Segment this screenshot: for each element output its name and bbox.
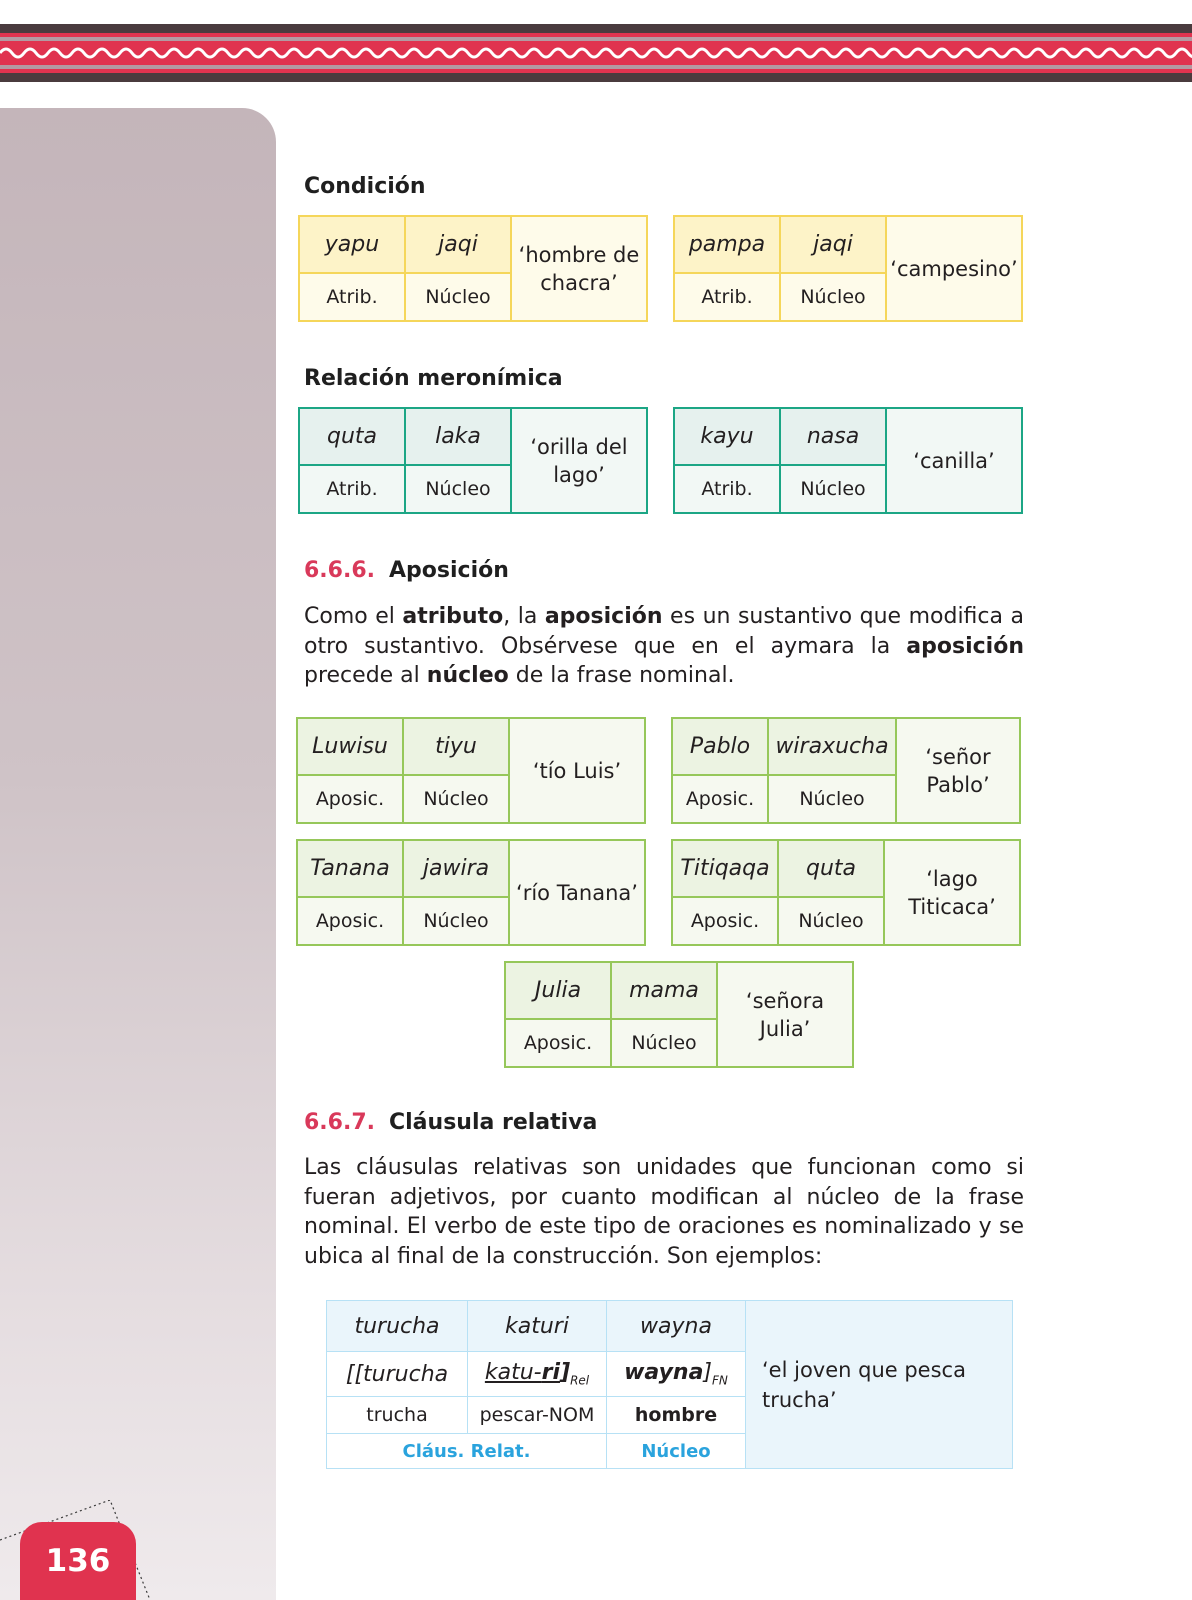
table-meronimica-1 (298, 407, 648, 514)
gloss-3: hombre (607, 1397, 746, 1434)
bracket-word-2 (468, 1352, 607, 1397)
translation: ‘señora Julia’ (717, 962, 853, 1067)
gloss-1: trucha (327, 1397, 468, 1434)
word-nucleus: jawira (403, 840, 509, 897)
translation: ‘orilla del lago’ (511, 408, 647, 513)
heading-aposicion (304, 558, 509, 583)
nucleus-word: wayna (624, 1360, 704, 1386)
gloss-nucleus: Núcleo (611, 1019, 717, 1067)
gloss-2: pescar-NOM (468, 1397, 607, 1434)
word-nucleus: mama (611, 962, 717, 1019)
table-aposicion-2 (671, 717, 1021, 824)
word-attribute: kayu (674, 408, 780, 465)
gloss-apposition: Aposic. (297, 775, 403, 823)
bold-term: aposición (906, 633, 1024, 659)
word-nucleus: tiyu (403, 718, 509, 775)
verb-suffix: ri (541, 1360, 560, 1386)
word-nucleus: jaqi (780, 216, 886, 273)
word-3: wayna (607, 1301, 746, 1352)
subscript-fn: FN (712, 1373, 728, 1388)
paragraph-clausula-relativa: Las cláusulas relativas son unidades que funcionan como si fueran adjetivos, por cuanto modifican al núcleo de la frase nominal. El verbo de este tipo de oraciones es nominalizado y se ubica al final de la construcción. Son ejemplos: (304, 1155, 1024, 1269)
word-apposition: Tanana (297, 840, 403, 897)
bold-term: atributo (402, 604, 504, 629)
table-aposicion-3 (296, 839, 646, 946)
table-condicion-2 (673, 215, 1023, 322)
text-run: de la frase nominal. (508, 663, 735, 688)
word-nucleus: jaqi (405, 216, 511, 273)
word-nucleus: quta (778, 840, 884, 897)
heading-condicion: Condición (304, 174, 426, 199)
decorative-band (0, 22, 1192, 84)
label-relative-clause: Cláus. Relat. (327, 1434, 607, 1469)
section-title: Cláusula relativa (389, 1110, 598, 1135)
text-run: Como el (304, 604, 403, 629)
section-title: Aposición (389, 558, 509, 583)
bracket-word-3 (607, 1352, 746, 1397)
bold-term: aposición (544, 604, 663, 629)
subscript-rel: Rel (570, 1373, 590, 1388)
gloss-apposition: Aposic. (672, 775, 768, 823)
gloss-nucleus: Núcleo (780, 465, 886, 513)
left-sidebar (0, 108, 276, 1600)
gloss-nucleus: Núcleo (403, 897, 509, 945)
gloss-nucleus: Núcleo (405, 273, 511, 321)
text-run: es un sustantivo que modifica a otro sustantivo. Obsérvese que en el aymara la (304, 604, 1024, 659)
word-apposition: Luwisu (297, 718, 403, 775)
bracket: ] (703, 1360, 713, 1386)
word-apposition: Julia (505, 962, 611, 1019)
gloss-nucleus: Núcleo (403, 775, 509, 823)
underlined-verb (485, 1360, 560, 1385)
translation: ‘tío Luis’ (509, 718, 645, 823)
table-aposicion-1 (296, 717, 646, 824)
word-nucleus: nasa (780, 408, 886, 465)
word-1: turucha (327, 1301, 468, 1352)
table-aposicion-4 (671, 839, 1021, 946)
gloss-nucleus: Núcleo (780, 273, 886, 321)
word-attribute: quta (299, 408, 405, 465)
bold-term: núcleo (426, 663, 509, 688)
translation: ‘campesino’ (886, 216, 1022, 321)
translation: ‘río Tanana’ (509, 840, 645, 945)
gloss-attribute: Atrib. (674, 273, 780, 321)
bracket-word-1: [[turucha (327, 1352, 468, 1397)
heading-clausula-relativa (304, 1110, 597, 1135)
gloss-nucleus: Núcleo (778, 897, 884, 945)
translation: ‘canilla’ (886, 408, 1022, 513)
gloss-apposition: Aposic. (297, 897, 403, 945)
word-apposition: Pablo (672, 718, 768, 775)
verb-stem: katu- (484, 1360, 542, 1386)
translation: ‘hombre de chacra’ (511, 216, 647, 321)
word-nucleus: laka (405, 408, 511, 465)
section-number: 6.6.6. (304, 558, 375, 583)
gloss-attribute: Atrib. (674, 465, 780, 513)
gloss-apposition: Aposic. (505, 1019, 611, 1067)
gloss-apposition: Aposic. (672, 897, 778, 945)
text-run: precede al (304, 663, 427, 688)
gloss-nucleus: Núcleo (405, 465, 511, 513)
word-nucleus: wiraxucha (768, 718, 896, 775)
paragraph-aposicion (304, 602, 1024, 691)
word-2: katuri (468, 1301, 607, 1352)
translation: ‘el joven que pesca trucha’ (746, 1301, 1013, 1469)
table-meronimica-2 (673, 407, 1023, 514)
table-condicion-1 (298, 215, 648, 322)
table-relative-clause (326, 1300, 1013, 1469)
word-apposition: Titiqaqa (672, 840, 778, 897)
label-nucleus: Núcleo (607, 1434, 746, 1469)
bracket: ] (560, 1360, 571, 1386)
section-number: 6.6.7. (304, 1110, 375, 1135)
page-number: 136 (20, 1522, 136, 1600)
word-attribute: pampa (674, 216, 780, 273)
translation: ‘señor Pablo’ (896, 718, 1020, 823)
gloss-nucleus: Núcleo (768, 775, 896, 823)
text-run: , la (503, 604, 545, 629)
gloss-attribute: Atrib. (299, 273, 405, 321)
translation: ‘lago Titicaca’ (884, 840, 1020, 945)
word-attribute: yapu (299, 216, 405, 273)
heading-meronimica: Relación meronímica (304, 366, 563, 391)
table-aposicion-5 (504, 961, 854, 1068)
gloss-attribute: Atrib. (299, 465, 405, 513)
